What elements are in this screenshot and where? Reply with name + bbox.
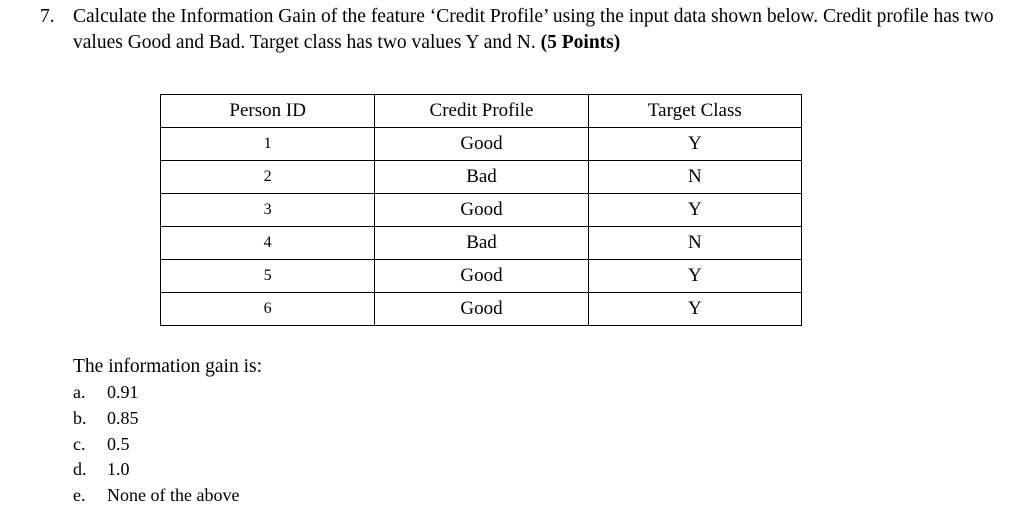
- cell-target-class: Y: [588, 293, 801, 326]
- table-row: [161, 293, 802, 326]
- option-e[interactable]: [73, 483, 239, 509]
- question-block: [40, 4, 1000, 56]
- option-text: 0.5: [107, 433, 130, 454]
- question-points: (5 Points): [540, 32, 621, 53]
- cell-target-class: N: [588, 161, 801, 194]
- option-letter: c.: [73, 433, 86, 454]
- answer-block: [73, 354, 262, 380]
- cell-person-id: 6: [161, 293, 375, 326]
- option-letter: a.: [73, 382, 86, 402]
- cell-credit-profile: Good: [375, 260, 588, 293]
- option-c[interactable]: [73, 432, 239, 458]
- question-text-wrapper: [73, 4, 1000, 56]
- cell-person-id: 2: [161, 161, 375, 194]
- header-target-class: Target Class: [588, 95, 801, 128]
- table-row: [161, 194, 802, 227]
- option-letter: d.: [73, 459, 87, 480]
- table-row: [161, 227, 802, 260]
- cell-credit-profile: Good: [375, 293, 588, 326]
- cell-credit-profile: Bad: [375, 227, 588, 260]
- answer-options: [73, 380, 239, 509]
- cell-person-id: 1: [161, 128, 375, 161]
- option-b[interactable]: [73, 406, 239, 432]
- cell-person-id: 5: [161, 260, 375, 293]
- option-letter: e.: [73, 485, 86, 506]
- cell-credit-profile: Good: [375, 194, 588, 227]
- cell-target-class: N: [588, 227, 801, 260]
- header-credit-profile: Credit Profile: [375, 95, 588, 128]
- header-person-id: Person ID: [161, 95, 375, 128]
- table-header-row: [161, 95, 802, 128]
- option-letter: b.: [73, 407, 87, 428]
- option-text: 1.0: [107, 459, 130, 480]
- cell-person-id: 4: [161, 227, 375, 260]
- cell-credit-profile: Bad: [375, 161, 588, 194]
- table-row: [161, 161, 802, 194]
- cell-target-class: Y: [588, 194, 801, 227]
- option-d[interactable]: [73, 457, 239, 483]
- table-row: [161, 260, 802, 293]
- option-text: 0.91: [107, 382, 139, 402]
- question-number: 7.: [40, 6, 55, 27]
- answer-prompt: The information gain is:: [73, 356, 263, 377]
- cell-credit-profile: Good: [375, 128, 588, 161]
- cell-target-class: Y: [588, 128, 801, 161]
- table-row: [161, 128, 802, 161]
- cell-person-id: 3: [161, 194, 375, 227]
- option-text: 0.85: [107, 407, 139, 428]
- data-table: [160, 94, 802, 326]
- question-text: Calculate the Information Gain of the feature ‘Credit Profile’ using the input data shown below. Credit profile has two values Good and Bad. Target class has two values Y and N.: [73, 6, 994, 53]
- option-text: None of the above: [107, 485, 240, 506]
- cell-target-class: Y: [588, 260, 801, 293]
- option-a[interactable]: [73, 380, 239, 406]
